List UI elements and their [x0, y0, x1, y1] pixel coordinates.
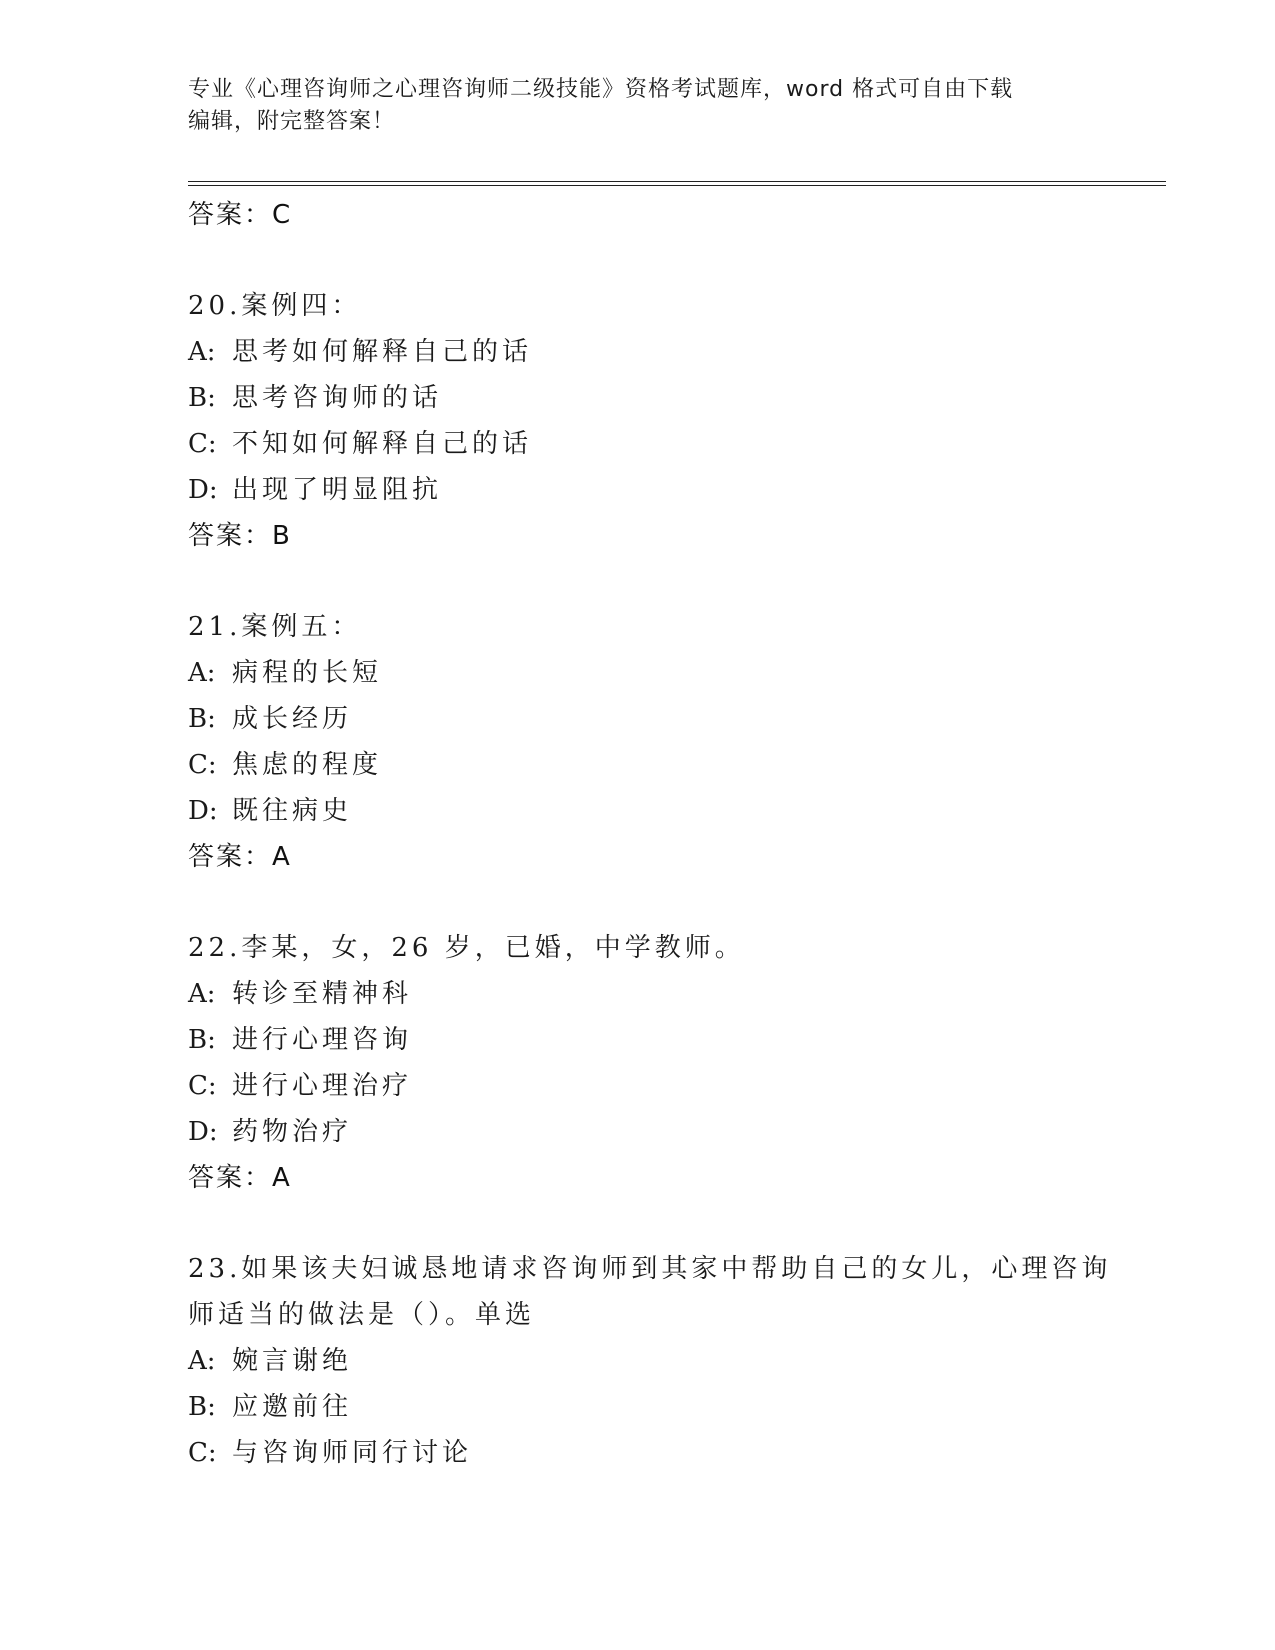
- option-text: 进行心理治疗: [232, 1071, 413, 1101]
- option-text: 思考咨询师的话: [232, 383, 443, 413]
- option-letter: A:: [188, 1346, 216, 1376]
- document-header: [188, 74, 1088, 138]
- option-letter: B:: [188, 1392, 216, 1422]
- question-block: [188, 604, 1148, 880]
- question-block: [188, 283, 1148, 559]
- option-b: [188, 696, 1148, 742]
- option-letter: D:: [188, 796, 218, 826]
- option-d: [188, 788, 1148, 834]
- option-letter: B:: [188, 1025, 216, 1055]
- spacer: [188, 1201, 1148, 1246]
- question-block: [188, 925, 1148, 1201]
- option-letter: C:: [188, 429, 217, 459]
- option-c: [188, 421, 1148, 467]
- option-c: [188, 1430, 1148, 1476]
- option-letter: D:: [188, 475, 218, 505]
- option-letter: B:: [188, 704, 216, 734]
- spacer: [188, 880, 1148, 925]
- option-letter: C:: [188, 1438, 217, 1468]
- option-a: [188, 329, 1148, 375]
- question-stem-line-1: 23.如果该夫妇诚恳地请求咨询师到其家中帮助自己的女儿，心理咨询: [188, 1254, 1112, 1284]
- option-text: 病程的长短: [232, 658, 383, 688]
- answer-line: 答案：B: [188, 521, 292, 551]
- question-list: [188, 192, 1148, 1476]
- option-letter: B:: [188, 383, 216, 413]
- answer-line: 答案：A: [188, 1163, 292, 1193]
- option-text: 思考如何解释自己的话: [232, 337, 533, 367]
- option-d: [188, 467, 1148, 513]
- option-text: 焦虑的程度: [232, 750, 383, 780]
- spacer: [188, 559, 1148, 604]
- option-d: [188, 1109, 1148, 1155]
- option-c: [188, 1063, 1148, 1109]
- option-letter: D:: [188, 1117, 218, 1147]
- option-b: [188, 1017, 1148, 1063]
- option-text: 转诊至精神科: [232, 979, 413, 1009]
- question-block: [188, 1246, 1148, 1476]
- option-text: 应邀前往: [232, 1392, 353, 1422]
- header-line-2: 编辑，附完整答案！: [188, 109, 396, 134]
- option-a: [188, 650, 1148, 696]
- option-a: [188, 1338, 1148, 1384]
- option-letter: C:: [188, 1071, 217, 1101]
- option-text: 出现了明显阻抗: [232, 475, 443, 505]
- header-line-1: 专业《心理咨询师之心理咨询师二级技能》资格考试题库，word 格式可自由下载: [188, 77, 1014, 102]
- option-text: 与咨询师同行讨论: [232, 1438, 473, 1468]
- question-stem: 22.李某，女，26 岁，已婚，中学教师。: [188, 933, 745, 963]
- option-c: [188, 742, 1148, 788]
- question-stem-line-2: 师适当的做法是（）。单选: [188, 1300, 536, 1330]
- header-divider-bottom: [188, 185, 1166, 186]
- option-b: [188, 1384, 1148, 1430]
- option-letter: A:: [188, 979, 216, 1009]
- option-text: 既往病史: [232, 796, 353, 826]
- option-letter: A:: [188, 337, 216, 367]
- question-stem: 20.案例四：: [188, 291, 362, 321]
- option-text: 药物治疗: [232, 1117, 353, 1147]
- option-b: [188, 375, 1148, 421]
- header-divider-top: [188, 181, 1166, 182]
- spacer: [188, 238, 1148, 283]
- option-text: 婉言谢绝: [232, 1346, 353, 1376]
- answer-line: 答案：C: [188, 200, 293, 230]
- option-letter: C:: [188, 750, 217, 780]
- option-text: 不知如何解释自己的话: [232, 429, 533, 459]
- option-a: [188, 971, 1148, 1017]
- option-letter: A:: [188, 658, 216, 688]
- option-text: 进行心理咨询: [232, 1025, 413, 1055]
- question-stem: 21.案例五：: [188, 612, 362, 642]
- answer-line: 答案：A: [188, 842, 292, 872]
- option-text: 成长经历: [232, 704, 353, 734]
